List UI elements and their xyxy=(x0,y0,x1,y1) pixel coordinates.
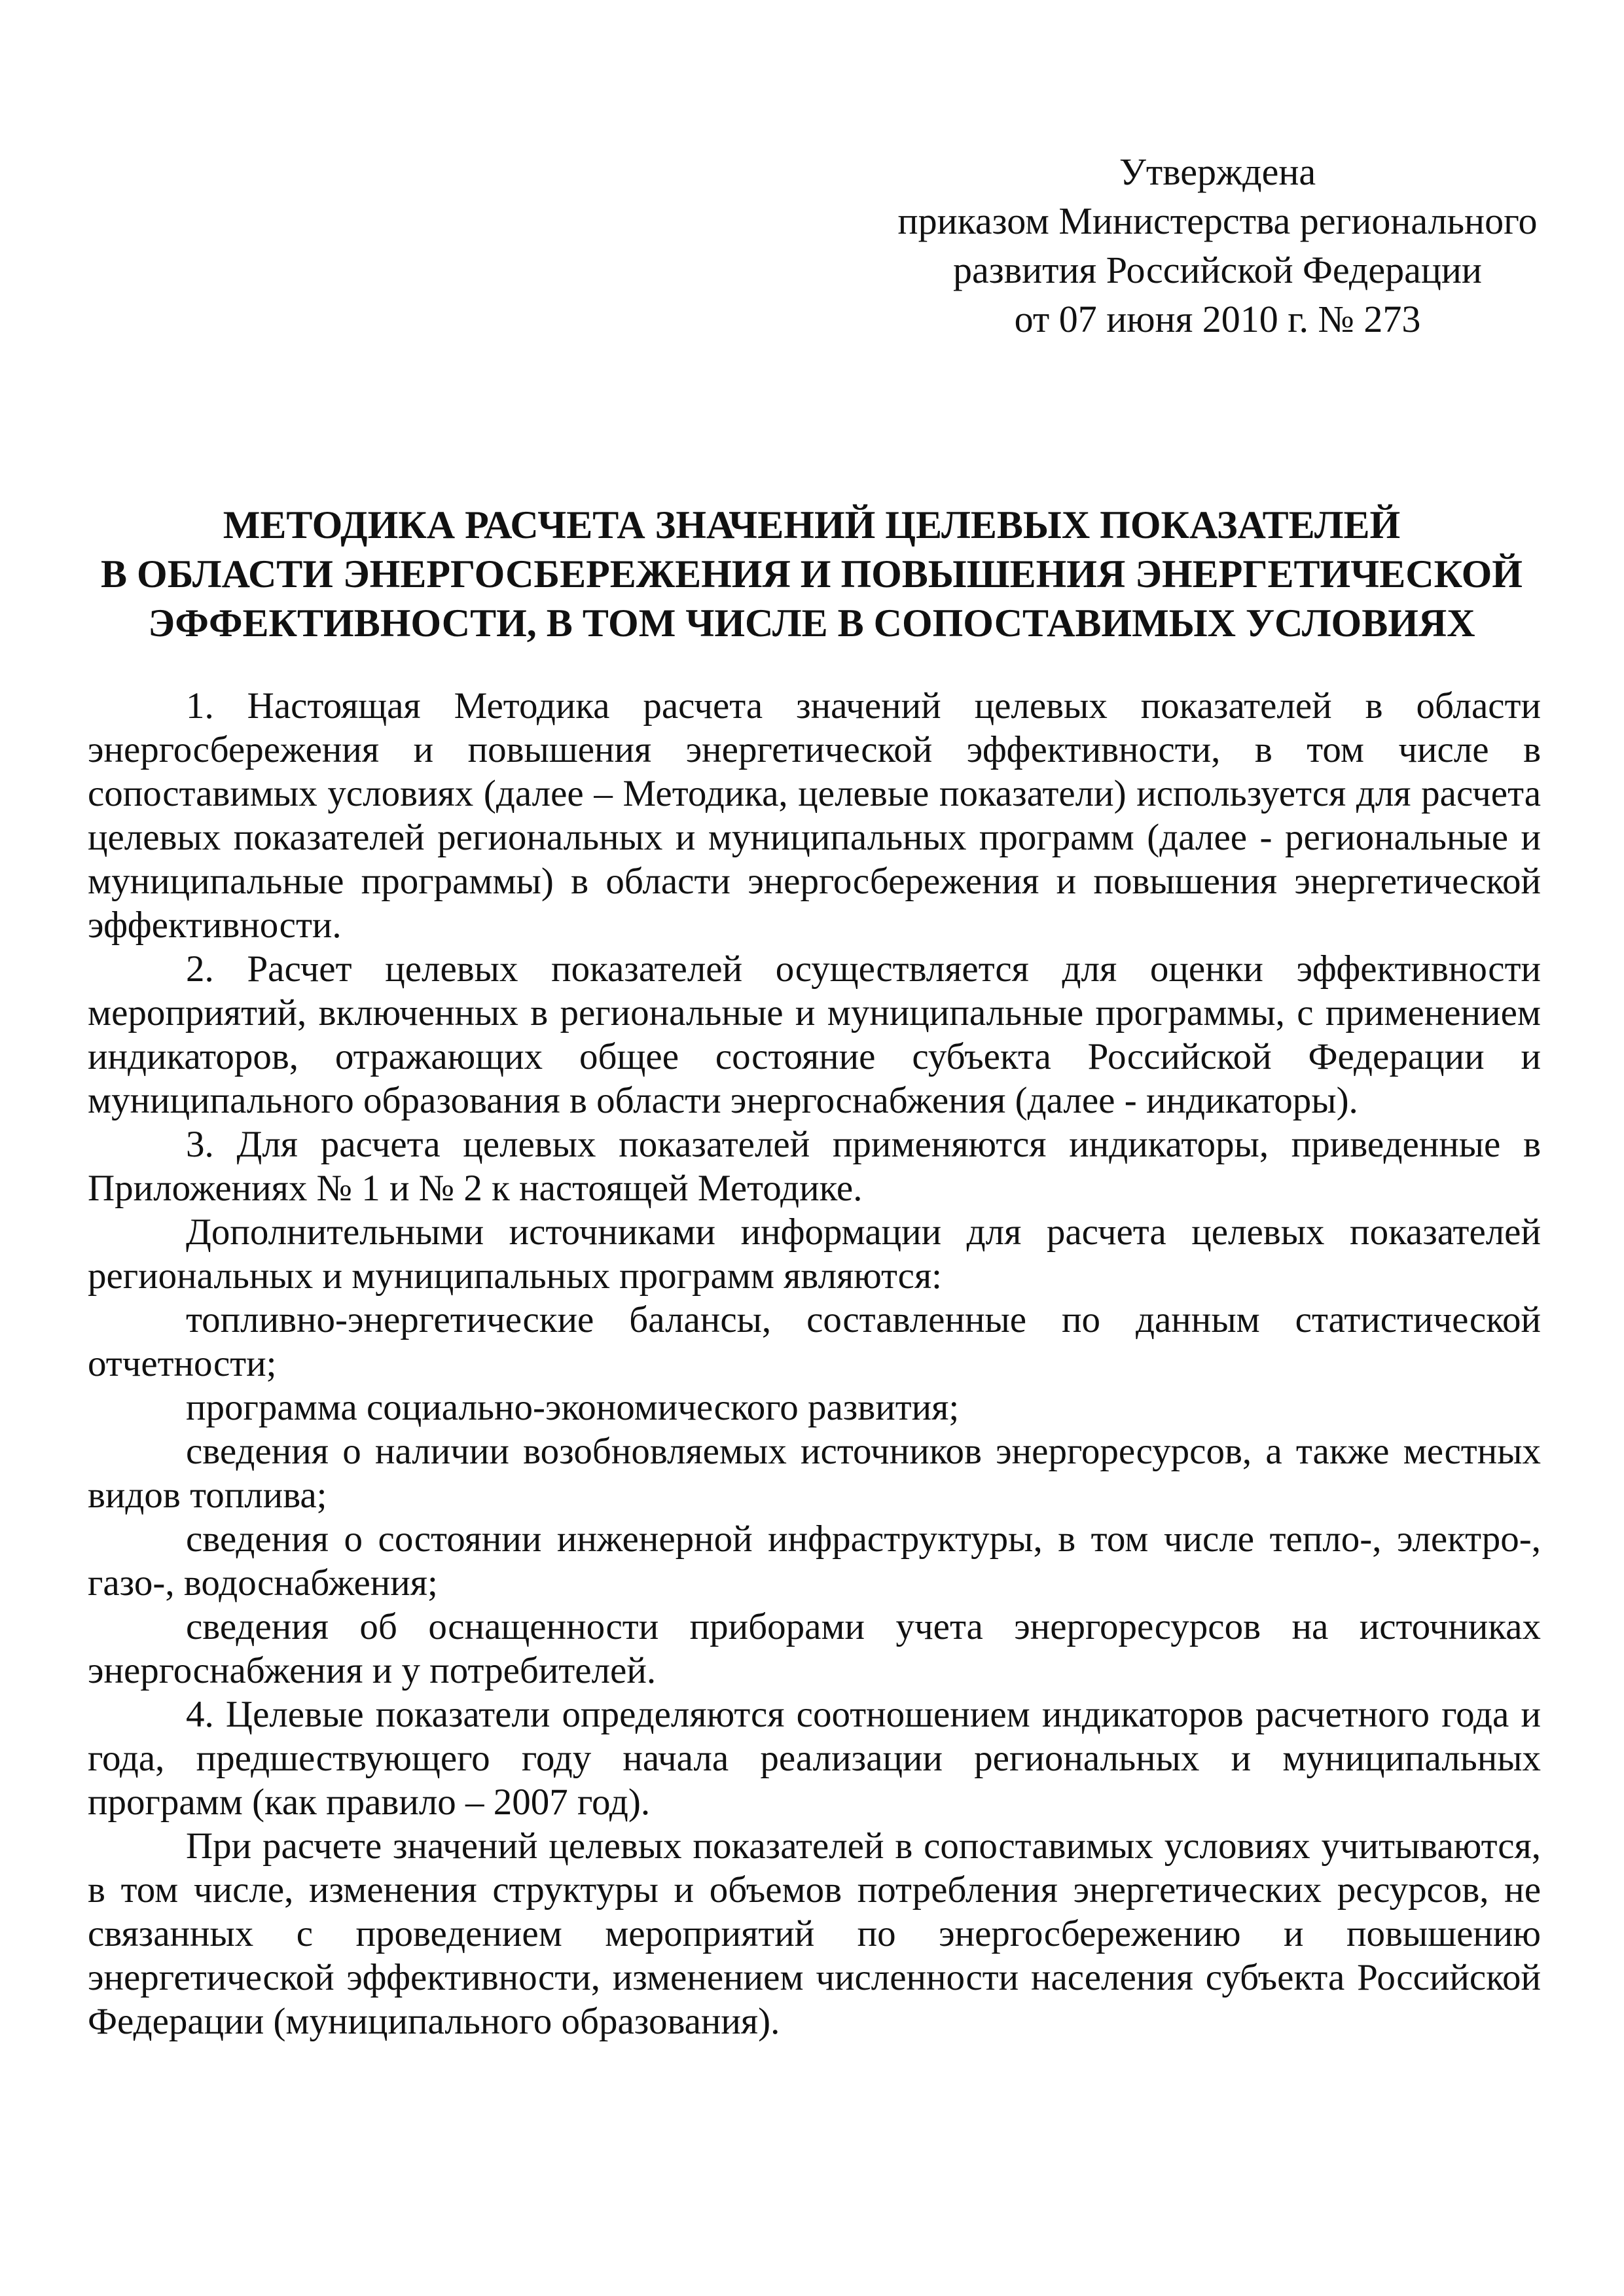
approval-line-approved: Утверждена xyxy=(1119,151,1316,193)
list-item-renewable-sources: сведения о наличии возобновляемых источников энергоресурсов, а также местных видов топлива; xyxy=(88,1431,1541,1516)
document-body xyxy=(88,684,1541,2043)
document-title xyxy=(79,501,1545,648)
list-item-socioeconomic-program: программа социально-экономического развития; xyxy=(186,1387,960,1428)
list-item-fuel-energy-balances: топливно-энергетические балансы, составленные по данным статистической отчетности; xyxy=(88,1299,1541,1384)
paragraph-1-purpose: 1. Настоящая Методика расчета значений целевых показателей в области энергосбережения и повышения энергетической эффективности, в том числе в сопоставимых условиях (далее – Методика, целевые показатели) используется для расчета целевых показателей региональных и муниципальных программ (далее - региональные и муниципальные программы) в области энергосбережения и повышения энергетической эффективности. xyxy=(88,685,1541,946)
title-line-3: ЭФФЕКТИВНОСТИ, В ТОМ ЧИСЛЕ В СОПОСТАВИМЫХ УСЛОВИЯХ xyxy=(148,601,1475,645)
title-line-1: МЕТОДИКА РАСЧЕТА ЗНАЧЕНИЙ ЦЕЛЕВЫХ ПОКАЗАТЕЛЕЙ xyxy=(223,503,1401,547)
paragraph-4-target-indicators: 4. Целевые показатели определяются соотношением индикаторов расчетного года и года, предшествующего году начала реализации региональных и муниципальных программ (как правило – 2007 год). xyxy=(88,1694,1541,1823)
paragraph-3-indicators: 3. Для расчета целевых показателей применяются индикаторы, приведенные в Приложениях № 1 и № 2 к настоящей Методике. xyxy=(88,1124,1541,1209)
approval-line-date-number: от 07 июня 2010 г. № 273 xyxy=(1014,298,1421,340)
approval-line-order: приказом Министерства регионального xyxy=(897,200,1538,242)
title-line-2: В ОБЛАСТИ ЭНЕРГОСБЕРЕЖЕНИЯ И ПОВЫШЕНИЯ ЭНЕРГЕТИЧЕСКОЙ xyxy=(101,552,1523,596)
list-item-engineering-infrastructure: сведения о состоянии инженерной инфраструктуры, в том числе тепло-, электро-, газо-, водоснабжения; xyxy=(88,1518,1541,1604)
paragraph-2-calculation: 2. Расчет целевых показателей осуществляется для оценки эффективности мероприятий, включенных в региональные и муниципальные программы, с применением индикаторов, отражающих общее состояние субъекта Российской Федерации и муниципального образования в области энергоснабжения (далее - индикаторы). xyxy=(88,948,1541,1121)
approval-stamp-block xyxy=(851,147,1584,344)
list-item-metering-devices: сведения об оснащенности приборами учета энергоресурсов на источниках энергоснабжения и у потребителей. xyxy=(88,1606,1541,1691)
paragraph-additional-sources: Дополнительными источниками информации для расчета целевых показателей региональных и муниципальных программ являются: xyxy=(88,1211,1541,1297)
approval-line-ministry: развития Российской Федерации xyxy=(953,249,1482,291)
paragraph-comparable-conditions: При расчете значений целевых показателей в сопоставимых условиях учитываются, в том числе, изменения структуры и объемов потребления энергетических ресурсов, не связанных с проведением мероприятий по энергосбережению и повышению энергетической эффективности, изменением численности населения субъекта Российской Федерации (муниципального образования). xyxy=(88,1825,1541,2042)
